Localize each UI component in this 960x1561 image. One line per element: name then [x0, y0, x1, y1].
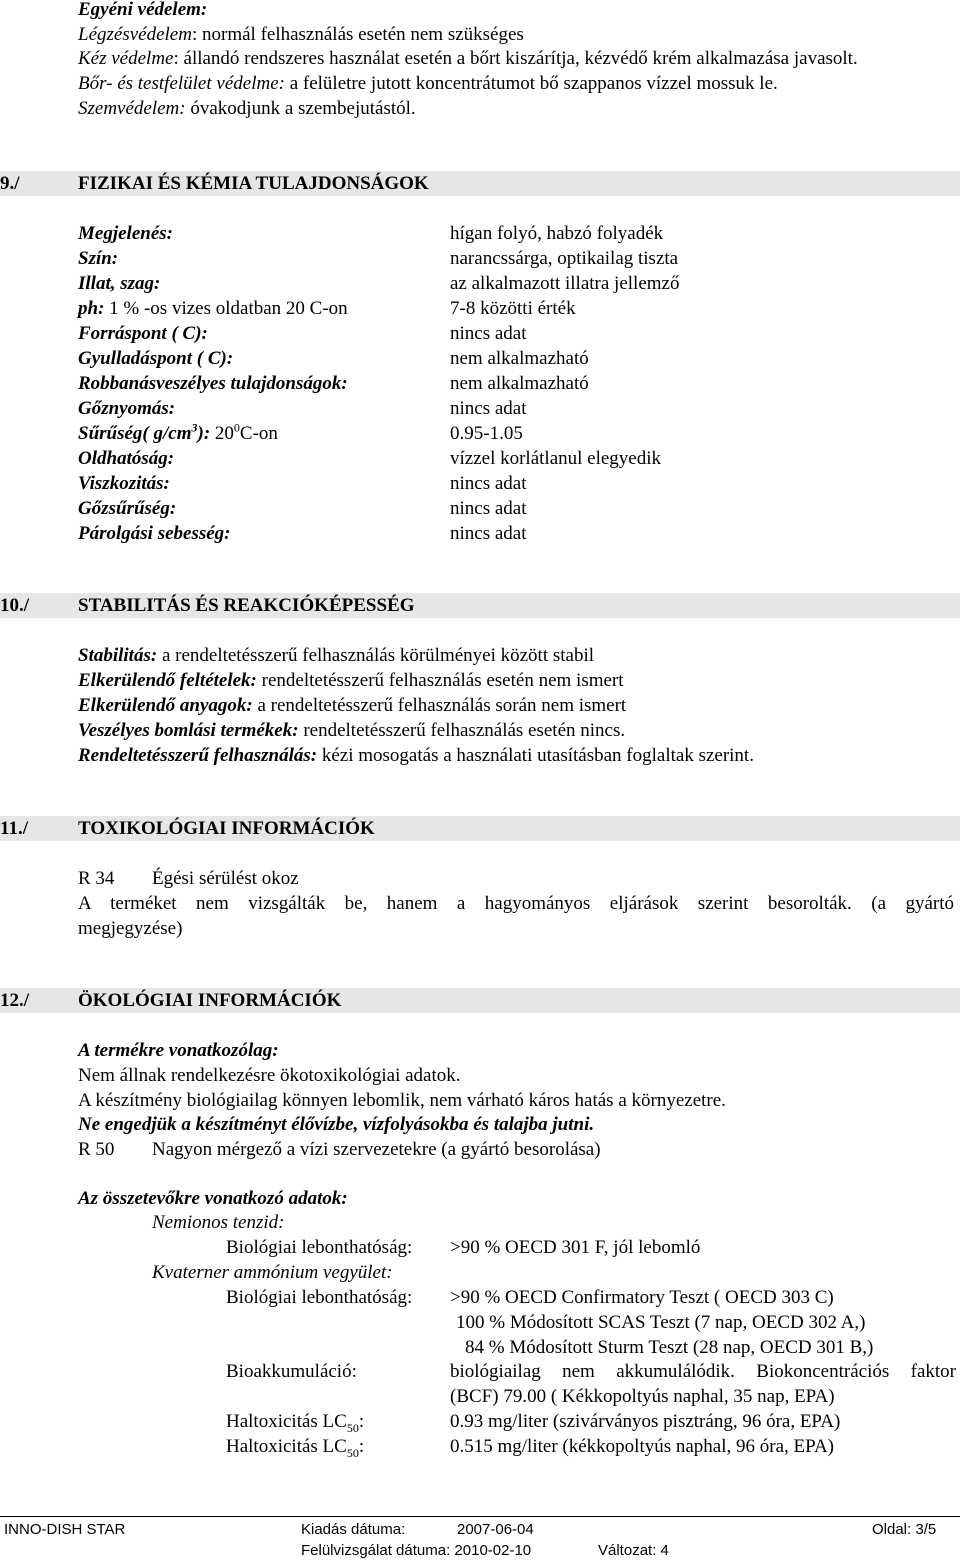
bioacc-value: biológiailag nem akkumulálódik. Biokoncentrációs faktor — [450, 1361, 956, 1382]
eco-line: Nem állnak rendelkezésre ökotoxikológiai adatok. — [78, 1065, 461, 1086]
personal-protection-heading: Egyéni védelem: — [78, 0, 208, 20]
property-value: nincs adat — [450, 523, 527, 544]
fish-toxicity-value: 0.515 mg/liter (kékkopoltyús naphal, 96 óra, EPA) — [450, 1436, 834, 1457]
nonionic-bio-value: >90 % OECD 301 F, jól lebomló — [450, 1237, 701, 1258]
stability-line: Elkerülendő anyagok: a rendeltetésszerű felhasználás során nem ismert — [78, 695, 627, 716]
eco-warning: Ne engedjük a készítményt élővízbe, vízfolyásokba és talajba jutni. — [78, 1114, 595, 1135]
nonionic-label: Nemionos tenzid: — [152, 1212, 285, 1233]
property-row: Sűrűség( $g/cm^3$): $20^0C-on$ — [78, 420, 278, 444]
breathing-protection-line: Légzésvédelem: normál felhasználás esetén nem szükséges — [78, 24, 524, 45]
property-row: Gyulladáspont ( C): — [78, 348, 234, 369]
footer-product: INNO-DISH STAR — [4, 1521, 126, 1538]
property-row: Robbanásveszélyes tulajdonságok: — [78, 373, 348, 394]
footer-issue-label: Kiadás dátuma: — [301, 1521, 406, 1538]
eco-line: A készítmény biológiailag könnyen lebomlik, nem várható káros hatás a környezetre. — [78, 1090, 726, 1111]
property-value: nincs adat — [450, 473, 527, 494]
property-value: hígan folyó, habzó folyadék — [450, 223, 664, 244]
section-9-title: FIZIKAI ÉS KÉMIA TULAJDONSÁGOK — [78, 173, 429, 194]
footer-version: Változat: 4 — [598, 1542, 669, 1559]
section-10-title: STABILITÁS ÉS REAKCIÓKÉPESSÉG — [78, 595, 415, 616]
property-value: 7-8 közötti érték — [450, 298, 576, 319]
stability-line: Elkerülendő feltételek: rendeltetésszerű felhasználás esetén nem ismert — [78, 670, 624, 691]
quat-bio-value: >90 % OECD Confirmatory Teszt ( OECD 303 C) — [450, 1287, 834, 1308]
fish-toxicity-value: 0.93 mg/liter (szivárványos pisztráng, 96 óra, EPA) — [450, 1411, 841, 1432]
quat-label: Kvaterner ammónium vegyület: — [152, 1262, 393, 1283]
components-heading: Az összetevőkre vonatkozó adatok: — [78, 1188, 348, 1209]
quat-bio-value: 84 % Módosított Sturm Teszt (28 nap, OECD 301 B,) — [465, 1337, 874, 1358]
property-row: Viszkozitás: — [78, 473, 170, 494]
stability-line: Veszélyes bomlási termékek: rendeltetésszerű felhasználás esetén nincs. — [78, 720, 626, 741]
section-12-title: ÖKOLÓGIAI INFORMÁCIÓK — [78, 990, 342, 1011]
section-10-number: 10./ — [0, 595, 30, 616]
toxicology-paragraph-line: A terméket nem vizsgálták be, hanem a hagyományos eljárások szerint besorolták. (a gyártó — [78, 893, 954, 914]
property-row: Gőznyomás: — [78, 398, 176, 419]
bioacc-label: Bioakkumuláció: — [226, 1361, 357, 1382]
fish-toxicity-label: Haltoxicitás $LC_{50}$: — [226, 1436, 365, 1460]
property-row: Forráspont ( C): — [78, 323, 208, 344]
property-value: nincs adat — [450, 398, 527, 419]
property-row: Megjelenés: — [78, 223, 173, 244]
section-11-number: 11./ — [0, 818, 28, 839]
property-value: 0.95-1.05 — [450, 423, 523, 444]
property-value: nincs adat — [450, 323, 527, 344]
property-value: nem alkalmazható — [450, 348, 589, 369]
property-row: Illat, szag: — [78, 273, 161, 294]
property-value: nincs adat — [450, 498, 527, 519]
section-9-number: 9./ — [0, 173, 20, 194]
footer-divider — [0, 1516, 960, 1517]
stability-line: Rendeltetésszerű felhasználás: kézi mosogatás a használati utasításban foglaltak szerint. — [78, 745, 754, 766]
bio-label: Biológiai lebonthatóság: — [226, 1237, 413, 1258]
property-row: Szín: — [78, 248, 119, 269]
footer-page: Oldal: 3/5 — [872, 1521, 937, 1538]
skin-protection-line: Bőr- és testfelület védelme: a felületre jutott koncentrátumot bő szappanos vízzel mossuk le. — [78, 73, 778, 94]
r-phrase-text: Égési sérülést okoz — [152, 868, 299, 889]
r-phrase-text: Nagyon mérgező a vízi szervezetekre (a gyártó besorolása) — [152, 1139, 601, 1160]
hand-protection-line: Kéz védelme: állandó rendszeres használat esetén a bőrt kiszárítja, kézvédő krém alkalmazása javasolt. — [78, 48, 858, 69]
section-12-number: 12./ — [0, 990, 30, 1011]
property-row: Párolgási sebesség: — [78, 523, 231, 544]
eye-protection-line: Szemvédelem: óvakodjunk a szembejutástól. — [78, 98, 416, 119]
section-11-title: TOXIKOLÓGIAI INFORMÁCIÓK — [78, 818, 375, 839]
bioacc-value: (BCF) 79.00 ( Kékkopoltyús naphal, 35 nap, EPA) — [450, 1386, 835, 1407]
property-row: Oldhatóság: — [78, 448, 175, 469]
product-heading: A termékre vonatkozólag: — [78, 1040, 279, 1061]
footer-issue-date: 2007-06-04 — [457, 1521, 534, 1538]
r-phrase-code: R 34 — [78, 868, 115, 889]
stability-line: Stabilitás: a rendeltetésszerű felhasználás körülményei között stabil — [78, 645, 595, 666]
r-phrase-code: R 50 — [78, 1139, 115, 1160]
property-value: az alkalmazott illatra jellemző — [450, 273, 680, 294]
property-value: vízzel korlátlanul elegyedik — [450, 448, 662, 469]
property-value: narancssárga, optikailag tiszta — [450, 248, 679, 269]
property-value: nem alkalmazható — [450, 373, 589, 394]
footer-review: Felülvizsgálat dátuma: 2010-02-10 — [301, 1542, 532, 1559]
quat-bio-value: 100 % Módosított SCAS Teszt (7 nap, OECD 302 A,) — [456, 1312, 866, 1333]
property-row: Gőzsűrűség: — [78, 498, 177, 519]
fish-toxicity-label: Haltoxicitás $LC_{50}$: — [226, 1411, 365, 1435]
property-row: ph: 1 % -os vizes oldatban 20 C-on — [78, 298, 348, 319]
toxicology-paragraph-line: megjegyzése) — [78, 918, 183, 939]
bio-label: Biológiai lebonthatóság: — [226, 1287, 413, 1308]
